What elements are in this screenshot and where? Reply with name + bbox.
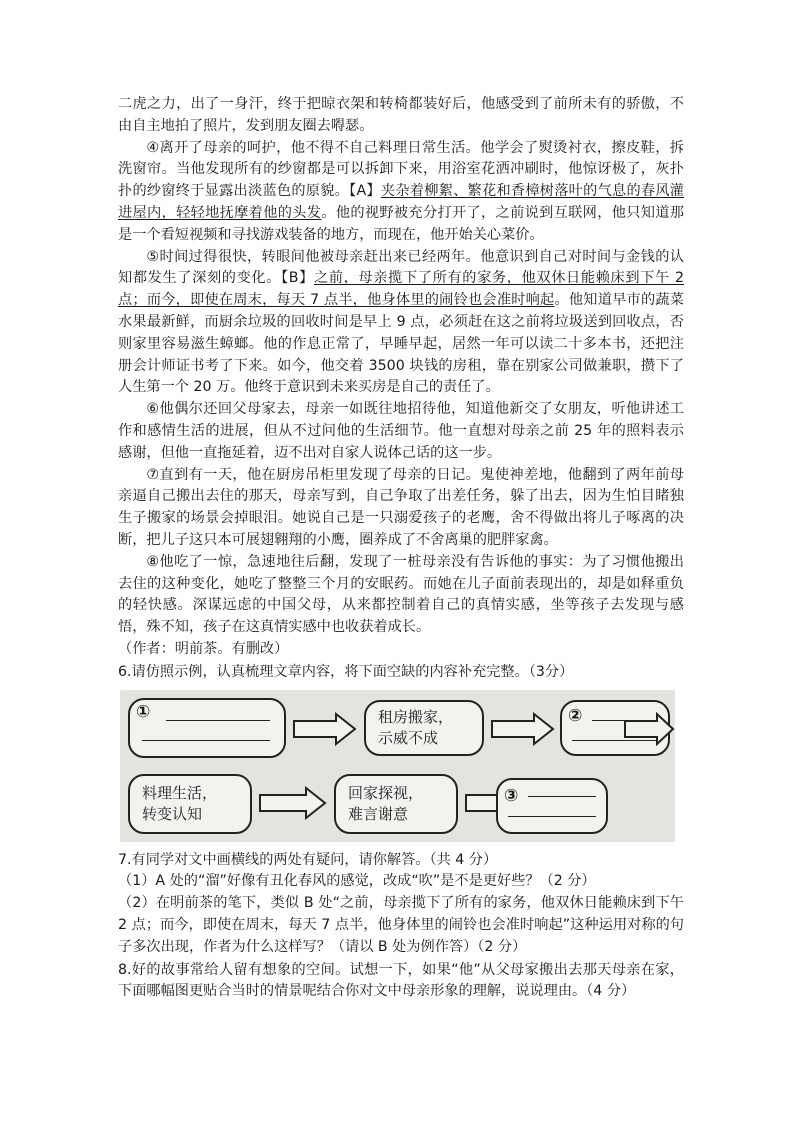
question-7-part-1: （1）A 处的“溜”好像有丑化春风的感觉，改成“吹”是不是更好些？（2 分） (118, 873, 596, 890)
paragraph-5-tail: 他知道早市的蔬菜水果最新鲜，而厨余垃圾的回收时间是早上 9 点，必须赶在这之前将垃圾送到回收点，否则家里容易滋生蟑螂。他的作息正常了，早睡早起，居然一年可以读二十多本书，还把注册会计师证书考了下来。如今，他交着 3500 块钱的房租，靠在别家公司做兼职，攒下了人生第一个 20 万。他终于意识到未来买房是自己的责任了。 (118, 292, 684, 396)
mark-a-underlined-sentence: 夹杂着柳絮、繁花和香樟树落叶的气息的春风灌进屋内，轻轻地抚摩着他的头发 (118, 183, 684, 221)
answer-line (528, 796, 596, 797)
answer-line (142, 740, 270, 741)
document-page (118, 94, 684, 1003)
paragraph-4: ④离开了母亲的呵护，他不得不自己料理日常生活。他学会了熨烫衬衣，擦皮鞋，拆洗窗帘。当他发现所有的纱窗都是可以拆卸下来，用浴室花洒冲刷时，他惊讶极了，灰扑扑的纱窗终于显露出淡蓝色的原貌。【A】夹杂着柳絮、繁花和香樟树落叶的气息的春风灌进屋内，轻轻地抚摩着他的头发。他的视野被充分打开了，之前说到互联网，他只知道那是一个看短视频和寻找游戏装备的地方，而现在，他开始关心菜价。 (118, 139, 684, 243)
stage-box-move-out: 租房搬家， 示威不成 (364, 700, 484, 756)
flow-diagram (120, 690, 675, 842)
question-7: 7.有同学对文中画横线的两处有疑问，请你解答。（共 4 分） (118, 851, 498, 868)
circle-number-3: ③ (504, 785, 519, 806)
arrow-right-icon (490, 712, 556, 746)
question-6: 6.请仿照示例，认真梳理文章内容，将下面空缺的内容补充完整。（3分） (118, 663, 574, 680)
stage-box-manage-life: 料理生活， 转变认知 (128, 774, 252, 834)
paragraph-5: ⑤时间过得很快，转眼间他被母亲赶出来已经两年。他意识到自己对时间与金钱的认知都发生了深刻的变化。【B】之前，母亲揽下了所有的家务，他双休日能赖床到下午 2 点；而今，即使在周末，每天 7 点半，他身体里的闹铃也会准时响起。他知道早市的蔬菜水果最新鲜，而厨余垃圾的回收时间是早上 9 点，必须赶在这之前将垃圾送到回收点，否则家里容易滋生蟑螂。他的作息正常了，早睡早起，居然一年可以读二十多本书，还把注册会计师证书考了下来。如今，他交着 3500 块钱的房租，靠在别家公司做兼职，攒下了人生第一个 20 万。他终于意识到未来买房是自己的责任了。 (118, 248, 684, 396)
paragraph-8: ⑧他吃了一惊，急速地往后翻，发现了一桩母亲没有告诉他的事实：为了习惯他搬出去住的这种变化，她吃了整整三个月的安眠药。而她在儿子面前表现出的，却是如释重负的轻快感。深谋远虑的中国父母，从来都控制着自己的真情实感，坐等孩子去发现与感悟，殊不知，孩子在这真情实感中也收获着成长。 (118, 553, 684, 636)
paragraph-5-text: ⑤时间过得很快，转眼间他被母亲赶出来已经两年。他意识到自己对时间与金钱的认知都发生了深刻的变化。 (118, 248, 684, 287)
mark-a-label: 【A】 (349, 183, 381, 200)
paragraph-4-text: ④离开了母亲的呵护，他不得不自己料理日常生活。他学会了熨烫衬衣，擦皮鞋，拆洗窗帘。当他发现所有的纱窗都是可以拆卸下来，用浴室花洒冲刷时，他惊讶极了，灰扑扑的纱窗终于显露出淡蓝色的原貌。 (118, 139, 684, 200)
blank-box-1 (128, 698, 286, 758)
author-note: （作者：明前茶。有删改） (118, 640, 289, 657)
paragraph-4-tail: 他的视野被充分打开了，之前说到互联网，他只知道那是一个看短视频和寻找游戏装备的地方，而现在，他开始关心菜价。 (118, 204, 684, 243)
paragraph-7: ⑦直到有一天，他在厨房吊柜里发现了母亲的日记。鬼使神差地，他翻到了两年前母亲逼自己搬出去住的那天，母亲写到，自己争取了出差任务，躲了出去，因为生怕目睹独生子搬家的场景会掉眼泪。她说自己是一只溺爱孩子的老鹰，舍不得做出将儿子啄离的决断，把儿子这只本可展翅翱翔的小鹰，圈养成了不舍离巢的肥胖家禽。 (118, 466, 684, 548)
mark-b-label: 【B】 (281, 270, 314, 287)
arrow-right-icon (623, 712, 675, 746)
question-7-part-2: （2）在明前茶的笔下，类似 B 处“之前，母亲揽下了所有的家务，他双休日能赖床到下午 2 点；而今，即使在周末，每天 7 点半，他身体里的闹铃也会准时响起”这种运用对称的句子多次出现，作者为什么这样写？（请以 B 处为例作答）（2 分） (118, 895, 684, 955)
mark-b-underlined-sentence: 之前，母亲揽下了所有的家务，他双休日能赖床到下午 2 点；而今，即使在周末，每天 7 点半，他身体里的闹铃也会准时响起 (118, 270, 684, 309)
stage-box-visit-home: 回家探视， 难言谢意 (334, 774, 458, 834)
question-8: 8.好的故事常给人留有想象的空间。试想一下，如果“他”从父母家搬出去那天母亲在家，下面哪幅图更贴合当时的情景呢结合你对文中母亲形象的理解，说说理由。（4 分） (118, 961, 684, 1000)
arrow-right-icon (258, 786, 328, 820)
paragraph-6: ⑥他偶尔还回父母家去，母亲一如既往地招待他，知道他新交了女朋友，听他讲述工作和感情生活的进展，但从不过问他的生活细节。他一直想对母亲之前 25 年的照料表示感谢，但他一直拖延着，迈不出对自家人说体己话的这一步。 (118, 401, 684, 461)
arrow-right-icon (292, 712, 358, 746)
circle-number-2: ② (568, 705, 583, 726)
circle-number-1: ① (136, 701, 151, 722)
answer-line (166, 720, 270, 721)
paragraph-3-end: 二虎之力，出了一身汗，终于把晾衣架和转椅都装好后，他感受到了前所未有的骄傲，不由自主地拍了照片，发到朋友圈去嘚瑟。 (118, 96, 684, 134)
answer-line (508, 816, 596, 817)
